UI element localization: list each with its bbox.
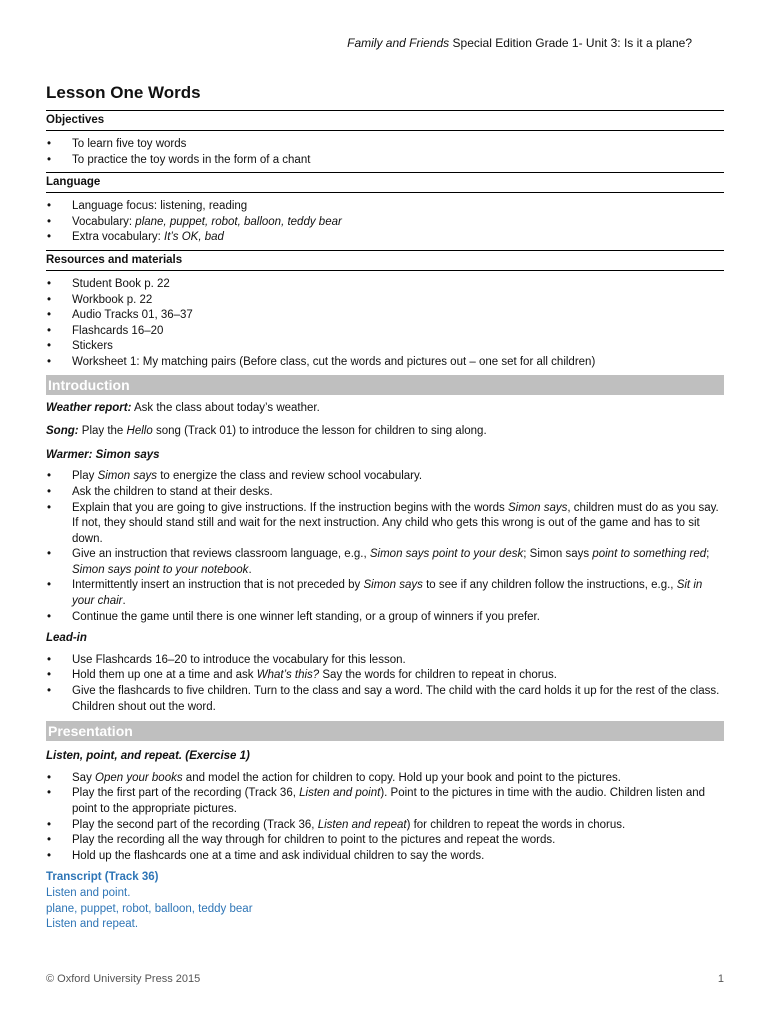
weather-label: Weather report: bbox=[46, 401, 132, 414]
leadin-heading: Lead-in bbox=[46, 632, 87, 645]
list-item: • Hold them up one at a time and ask What’s this? Say the words for children to repeat in chorus. bbox=[46, 668, 724, 684]
vocab-words: plane, puppet, robot, balloon, teddy bear bbox=[135, 215, 342, 228]
page-number: 1 bbox=[717, 973, 724, 985]
lesson-title: Lesson One Words bbox=[46, 83, 201, 102]
presentation-band: Presentation bbox=[46, 721, 724, 741]
list-item: • To practice the toy words in the form of a chant bbox=[46, 153, 724, 169]
list-item: • Stickers bbox=[46, 339, 724, 355]
list-item: • Workbook p. 22 bbox=[46, 293, 724, 309]
introduction-band: Introduction bbox=[46, 375, 724, 395]
list-item: • Intermittently insert an instruction that is not preceded by Simon says to see if any children follow the instructions, e.g., Sit in your chair. bbox=[46, 578, 724, 609]
running-header bbox=[347, 36, 692, 50]
list-item: • Say Open your books and model the action for children to copy. Hold up your book and point to the pictures. bbox=[46, 771, 724, 787]
copyright-footer: © Oxford University Press 2015 bbox=[46, 973, 201, 985]
song-paragraph bbox=[46, 424, 724, 440]
song-label: Song: bbox=[46, 425, 79, 438]
transcript-line: plane, puppet, robot, balloon, teddy bear bbox=[46, 902, 253, 915]
lesson-content bbox=[46, 110, 724, 933]
weather-text: Ask the class about today’s weather. bbox=[131, 401, 320, 414]
list-item: • Hold up the flashcards one at a time and ask individual children to say the words. bbox=[46, 849, 724, 865]
list-item: • Worksheet 1: My matching pairs (Before class, cut the words and pictures out – one set for all children) bbox=[46, 355, 724, 371]
document-page bbox=[46, 0, 724, 1024]
list-item: • Language focus: listening, reading bbox=[46, 199, 724, 215]
list-item: • Audio Tracks 01, 36–37 bbox=[46, 308, 724, 324]
leadin-list bbox=[46, 653, 724, 715]
extra-vocab-words: It’s OK, bad bbox=[164, 231, 224, 244]
list-item bbox=[46, 215, 724, 231]
objectives-list bbox=[46, 137, 724, 168]
list-item: • To learn five toy words bbox=[46, 137, 724, 153]
song-title: Hello bbox=[126, 425, 153, 438]
song-text-end: song (Track 01) to introduce the lesson for children to sing along. bbox=[152, 425, 487, 438]
objectives-heading: Objectives bbox=[46, 110, 724, 131]
list-item: • Give an instruction that reviews classroom language, e.g., Simon says point to your desk; Simon says point to something red; Simon says point to your notebook. bbox=[46, 547, 724, 578]
list-item bbox=[46, 230, 724, 246]
exercise-heading: Listen, point, and repeat. (Exercise 1) bbox=[46, 750, 250, 763]
vocab-label: Vocabulary: bbox=[72, 215, 136, 228]
presentation-list bbox=[46, 771, 724, 865]
list-item: • Play the recording all the way through for children to point to the pictures and repeat the words. bbox=[46, 833, 724, 849]
unit-title: Special Edition Grade 1- Unit 3: Is it a plane? bbox=[449, 36, 692, 50]
transcript-line: Listen and repeat. bbox=[46, 918, 139, 931]
list-item: • Explain that you are going to give instructions. If the instruction begins with the words Simon says, children must do as you say. If not, they should stand still and wait for the next instruction. Any child who gets this wrong is out of the game and has to sit down. bbox=[46, 501, 724, 548]
list-item: • Student Book p. 22 bbox=[46, 277, 724, 293]
list-item: • Play the second part of the recording (Track 36, Listen and repeat) for children to repeat the words in chorus. bbox=[46, 818, 724, 834]
list-item: • Play Simon says to energize the class and review school vocabulary. bbox=[46, 469, 724, 485]
song-text: Play the bbox=[78, 425, 127, 438]
list-item: • Continue the game until there is one winner left standing, or a group of winners if you prefer. bbox=[46, 610, 724, 626]
list-item: • Ask the children to stand at their desks. bbox=[46, 485, 724, 501]
transcript-block bbox=[46, 870, 724, 932]
list-item: • Flashcards 16–20 bbox=[46, 324, 724, 340]
book-title: Family and Friends bbox=[347, 36, 450, 50]
warmer-list bbox=[46, 469, 724, 625]
extra-vocab-label: Extra vocabulary: bbox=[72, 231, 165, 244]
resources-heading: Resources and materials bbox=[46, 250, 724, 271]
warmer-heading: Warmer: Simon says bbox=[46, 448, 160, 461]
weather-report bbox=[46, 401, 724, 417]
list-item: • Use Flashcards 16–20 to introduce the vocabulary for this lesson. bbox=[46, 653, 724, 669]
resources-list bbox=[46, 277, 724, 371]
transcript-line: Listen and point. bbox=[46, 886, 131, 899]
list-item: • Play the first part of the recording (Track 36, Listen and point). Point to the pictures in time with the audio. Children listen and point to the appropriate pictures. bbox=[46, 786, 724, 817]
language-list bbox=[46, 199, 724, 246]
list-item: • Give the flashcards to five children. Turn to the class and say a word. The child with the card holds it up for the rest of the class. Children shout out the word. bbox=[46, 684, 724, 715]
transcript-title: Transcript (Track 36) bbox=[46, 871, 159, 884]
language-heading: Language bbox=[46, 172, 724, 193]
